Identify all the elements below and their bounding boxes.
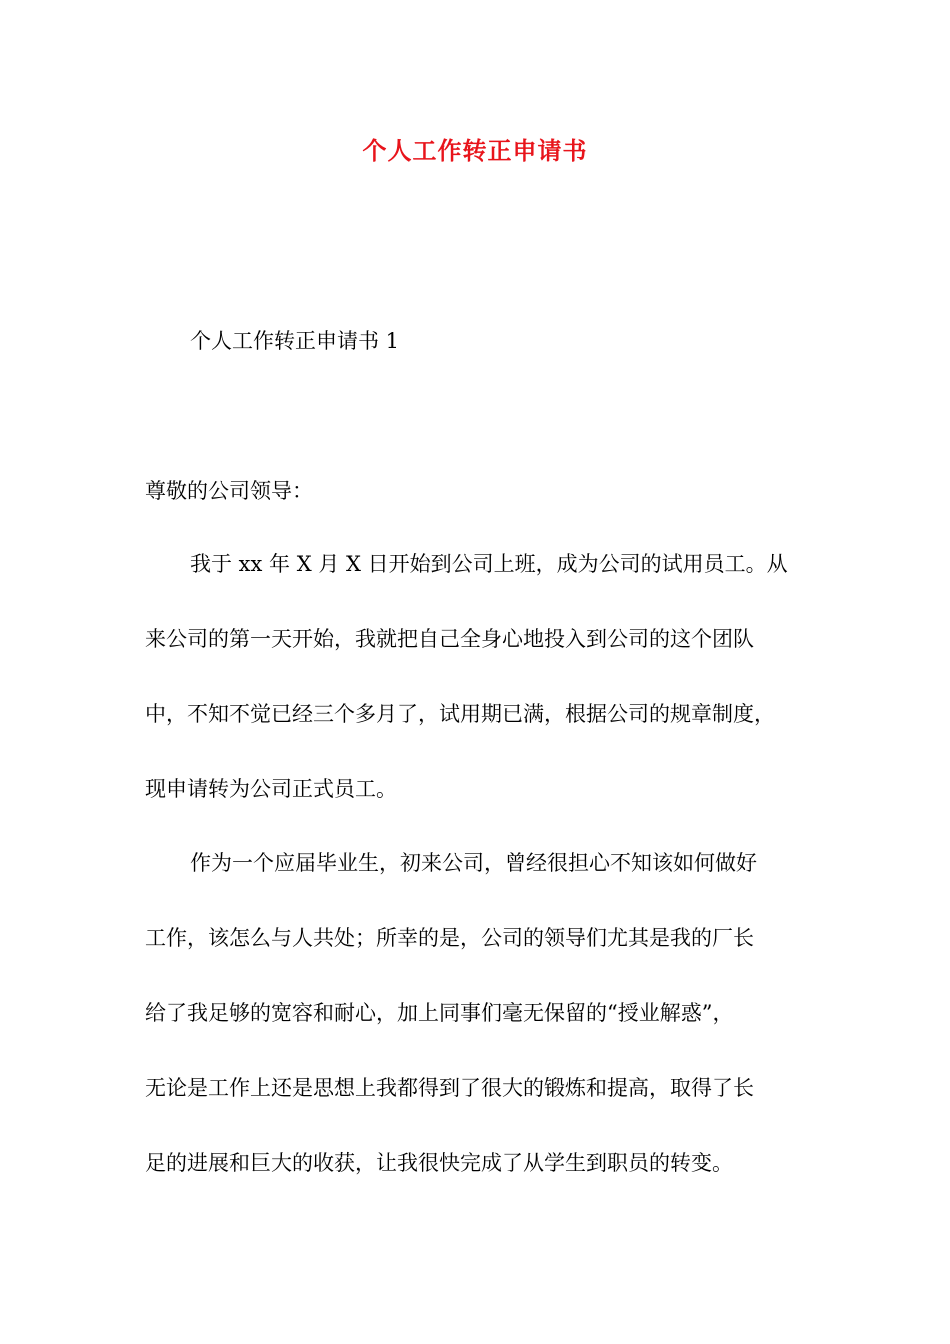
paragraph-1 xyxy=(145,549,825,849)
paragraph-line: 工作，该怎么与人共处；所幸的是，公司的领导们尤其是我的厂长 xyxy=(145,926,754,950)
paragraph-line: 来公司的第一天开始，我就把自己全身心地投入到公司的这个团队 xyxy=(145,627,754,651)
paragraph-line: 无论是工作上还是思想上我都得到了很大的锻炼和提高，取得了长 xyxy=(145,1076,754,1100)
document-title: 个人工作转正申请书 xyxy=(362,136,588,165)
paragraph-line: 作为一个应届毕业生，初来公司，曾经很担心不知该如何做好 xyxy=(190,851,757,875)
paragraph-line: 中，不知不觉已经三个多月了，试用期已满，根据公司的规章制度， xyxy=(145,702,775,726)
paragraph-line: 给了我足够的宽容和耐心，加上同事们毫无保留的“授业解惑”， xyxy=(145,1001,734,1025)
paragraph-2 xyxy=(145,848,825,1223)
paragraph-line: 我于 xx 年 X 月 X 日开始到公司上班，成为公司的试用员工。从 xyxy=(190,552,788,576)
paragraph-line: 现申请转为公司正式员工。 xyxy=(145,777,397,801)
paragraph-line: 足的进展和巨大的收获，让我很快完成了从学生到职员的转变。 xyxy=(145,1151,733,1175)
section-heading: 个人工作转正申请书 1 xyxy=(190,329,400,353)
salutation: 尊敬的公司领导： xyxy=(145,479,313,503)
